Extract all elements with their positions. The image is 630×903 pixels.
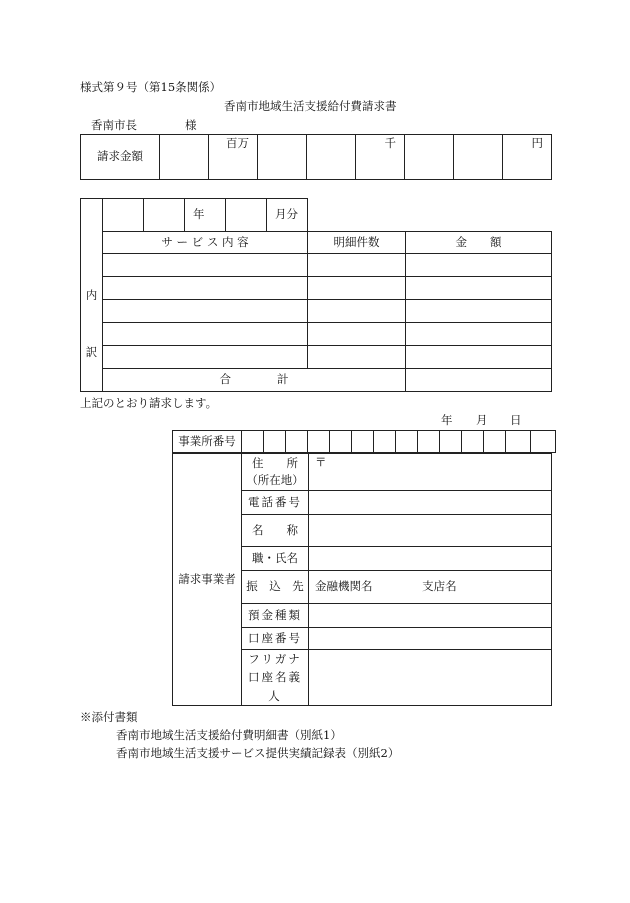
business-number-label: 事業所番号 [173, 431, 242, 453]
date-year: 年 [441, 413, 453, 427]
header-service: サ ー ビ ス 内 容 [103, 232, 308, 254]
phone-label: 電話番号 [242, 491, 309, 515]
date-day: 日 [510, 413, 522, 427]
header-count: 明細件数 [308, 232, 406, 254]
account-number-label: 口座番号 [242, 628, 309, 650]
side-label-top: 内 [85, 287, 98, 302]
business-number-digit[interactable] [440, 431, 462, 453]
account-name-field[interactable] [309, 650, 552, 706]
amount-label: 請求金額 [81, 135, 160, 180]
branch-label: 支店名 [422, 579, 457, 594]
year-cell[interactable] [103, 199, 144, 232]
service-row[interactable] [103, 254, 308, 277]
count-cell[interactable] [308, 323, 406, 346]
name-label: 名 称 [242, 515, 309, 547]
business-number-digit[interactable] [330, 431, 352, 453]
business-number-table [172, 430, 556, 453]
amount-cell[interactable] [406, 254, 552, 277]
account-name-label-main: 口座名義 [248, 670, 302, 685]
breakdown-table [80, 198, 552, 392]
amount-digit-cell[interactable] [307, 135, 356, 180]
count-cell[interactable] [308, 346, 406, 369]
address-field[interactable] [309, 454, 552, 491]
position-field[interactable] [309, 547, 552, 571]
service-row[interactable] [103, 300, 308, 323]
business-number-digit[interactable] [396, 431, 418, 453]
month-cell[interactable] [226, 199, 267, 232]
count-cell[interactable] [308, 254, 406, 277]
account-name-label-sub: 人 [268, 688, 282, 703]
business-number-digit[interactable] [308, 431, 330, 453]
business-number-digit[interactable] [374, 431, 396, 453]
amount-cell[interactable] [406, 300, 552, 323]
business-number-digit[interactable] [242, 431, 264, 453]
position-label: 職・氏名 [242, 547, 309, 571]
name-field[interactable] [309, 515, 552, 547]
total-label: 合 計 [103, 369, 406, 392]
amount-unit-hyakuman[interactable]: 百万 [209, 135, 258, 180]
phone-field[interactable] [309, 491, 552, 515]
account-number-field[interactable] [309, 628, 552, 650]
date-month: 月 [476, 413, 488, 427]
business-number-digit[interactable] [531, 431, 556, 453]
attachment-item: 香南市地域生活支援サービス提供実績記録表（別紙2） [116, 746, 400, 760]
service-row[interactable] [103, 346, 308, 369]
addressee-name: 香南市長 [91, 118, 137, 132]
business-number-digit[interactable] [462, 431, 484, 453]
business-number-digit[interactable] [286, 431, 308, 453]
business-group-label: 請求事業者 [173, 454, 242, 706]
business-details-table [172, 453, 552, 706]
year-label: 年 [185, 199, 226, 232]
business-number-digit[interactable] [264, 431, 286, 453]
bank-field[interactable] [309, 571, 552, 604]
business-number-digit[interactable] [484, 431, 506, 453]
form-number: 様式第９号（第15条関係） [80, 80, 222, 94]
side-label-bottom: 訳 [85, 345, 98, 359]
business-number-digit[interactable] [352, 431, 374, 453]
count-cell[interactable] [308, 277, 406, 300]
postal-mark: 〒 [315, 455, 327, 469]
attachment-item: 香南市地域生活支援給付費明細書（別紙1） [116, 728, 342, 742]
service-row[interactable] [103, 323, 308, 346]
amount-unit-sen[interactable]: 千 [356, 135, 405, 180]
addressee-honorific: 様 [185, 118, 197, 132]
amount-cell[interactable] [406, 346, 552, 369]
amount-cell[interactable] [406, 277, 552, 300]
attachments-heading: ※添付書類 [80, 710, 138, 724]
deposit-type-label: 預金種類 [242, 604, 309, 628]
count-cell[interactable] [308, 300, 406, 323]
year-cell[interactable] [144, 199, 185, 232]
month-label: 月分 [267, 199, 308, 232]
amount-digit-cell[interactable] [258, 135, 307, 180]
amount-cell[interactable] [406, 323, 552, 346]
transfer-label: 振 込 先 [242, 571, 309, 604]
amount-digit-cell[interactable] [405, 135, 454, 180]
address-label-main: 住 所 [252, 455, 298, 470]
deposit-type-field[interactable] [309, 604, 552, 628]
business-number-digit[interactable] [506, 431, 531, 453]
amount-digit-cell[interactable] [160, 135, 209, 180]
furigana-label: フリガナ [248, 652, 302, 666]
request-statement: 上記のとおり請求します。 [80, 396, 218, 410]
service-row[interactable] [103, 277, 308, 300]
total-amount-cell[interactable] [406, 369, 552, 392]
business-number-digit[interactable] [418, 431, 440, 453]
address-label [242, 454, 309, 491]
bank-label: 金融機関名 [315, 579, 373, 594]
header-amount: 金 額 [406, 232, 552, 254]
account-name-label [242, 650, 309, 706]
document-title: 香南市地域生活支援給付費請求書 [224, 99, 397, 113]
breakdown-side-label [81, 199, 103, 392]
amount-unit-en[interactable]: 円 [503, 135, 552, 180]
address-label-sub: （所在地） [246, 473, 304, 487]
amount-digit-cell[interactable] [454, 135, 503, 180]
amount-table [80, 134, 552, 180]
